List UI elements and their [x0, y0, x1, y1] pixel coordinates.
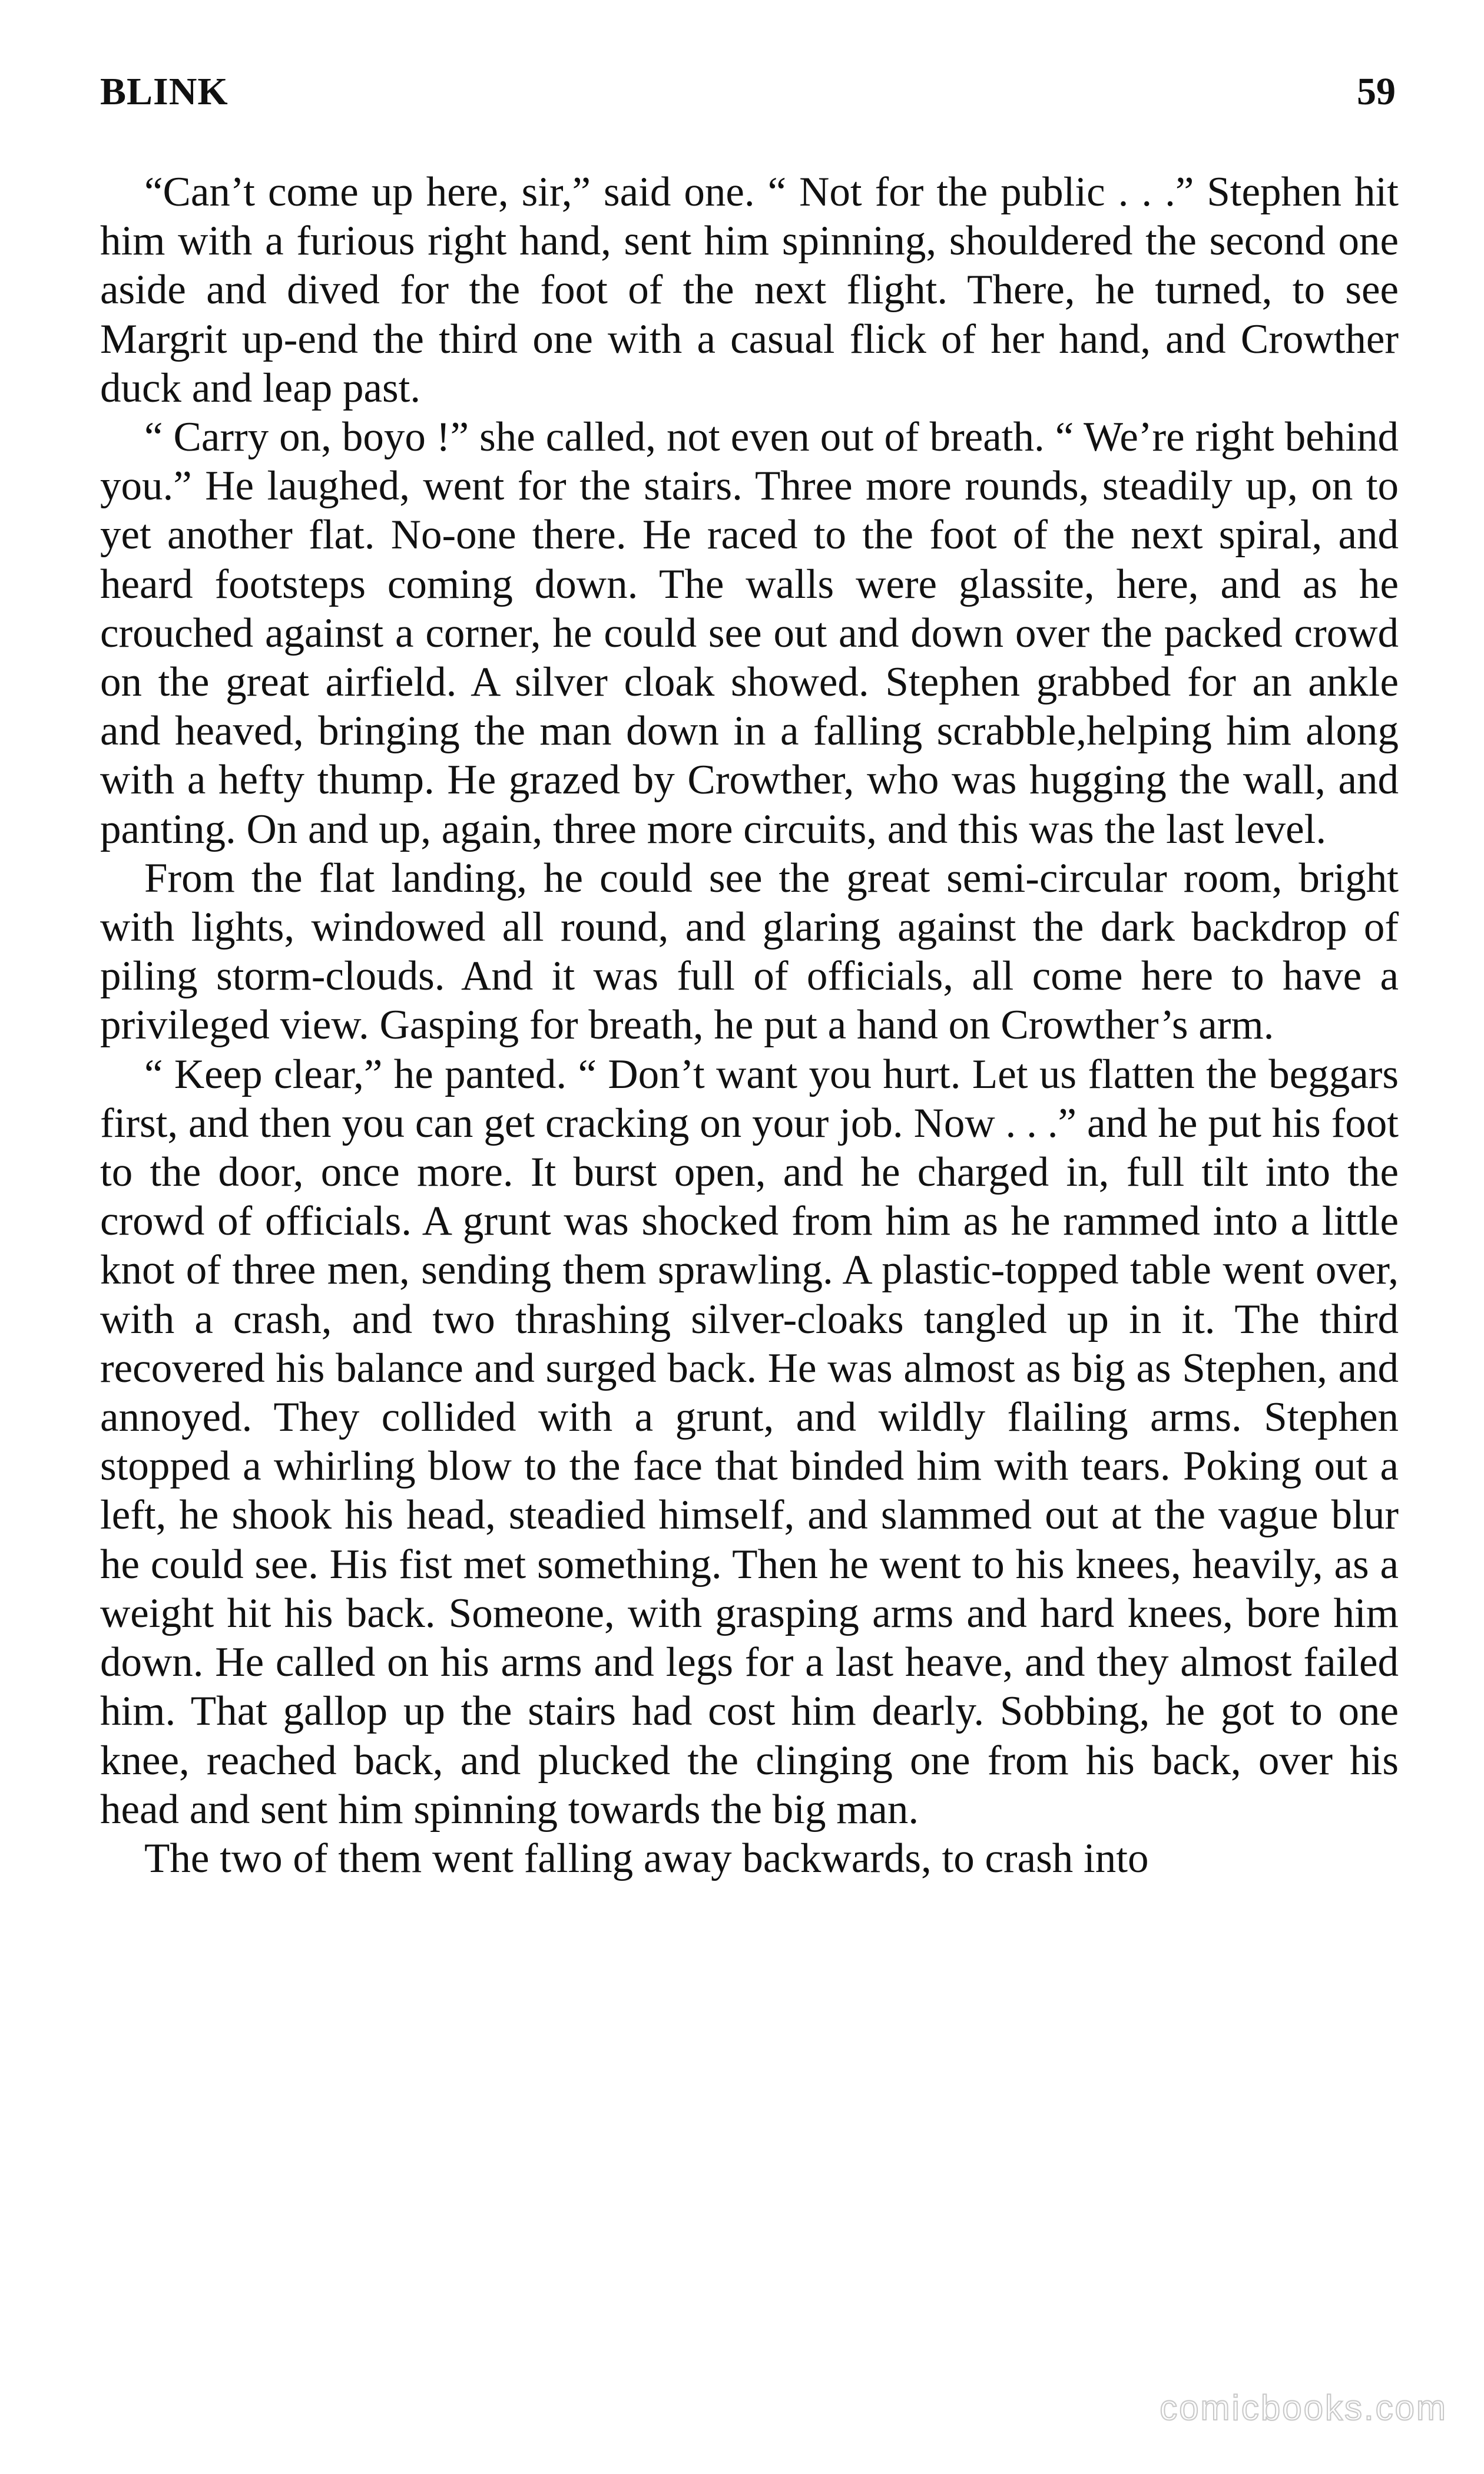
paragraph: “ Carry on, boyo !” she called, not even out of breath. “ We’re right behind you.” He laughed, went for the stairs. Three more rounds, steadily up, on to yet another flat. No-one there. He raced to the foot of the next spiral, and heard footsteps coming down. The walls were glassite, here, and as he crouched against a corner, he could see out and down over the packed crowd on the great airfield. A silver cloak showed. Stephen grabbed for an ankle and heaved, bringing the man down in a falling scrabble,helping him along with a hefty thump. He grazed by Crowther, who was hugging the wall, and panting. On and up, again, three more circuits, and this was the last level. [100, 414, 1399, 852]
paragraph: “ Keep clear,” he panted. “ Don’t want you hurt. Let us flatten the beggars first, and then you can get cracking on your job. Now . . .” and he put his foot to the door, once more. It burst open, and he charged in, full tilt into the crowd of officials. A grunt was shocked from him as he rammed into a little knot of three men, sending them sprawling. A plastic-topped table went over, with a crash, and two thrashing silver-cloaks tangled up in it. The third recovered his balance and surged back. He was almost as big as Stephen, and annoyed. They collided with a grunt, and wildly flailing arms. Stephen stopped a whirling blow to the face that binded him with tears. Poking out a left, he shook his head, steadied himself, and slammed out at the vague blur he could see. His fist met something. Then he went to his knees, heavily, as a weight hit his back. Someone, with grasping arms and hard knees, bore him down. He called on his arms and legs for a last heave, and they almost failed him. That gallop up the stairs had cost him dearly. Sobbing, he got to one knee, reached back, and plucked the clinging one from his back, over his head and sent him spinning towards the big man. [100, 1051, 1399, 1833]
paragraph: “Can’t come up here, sir,” said one. “ Not for the public . . .” Stephen hit him with a furious right hand, sent him spinning, shouldered the second one aside and dived for the foot of the next flight. There, he turned, to see Margrit up-end the third one with a casual flick of her hand, and Crowther duck and leap past. [100, 169, 1399, 411]
running-title: BLINK [100, 70, 228, 113]
watermark: comicbooks.com [1160, 2388, 1447, 2427]
page-number: 59 [1357, 70, 1396, 113]
running-header [100, 70, 1396, 123]
paragraph: From the flat landing, he could see the great semi-circular room, bright with lights, windowed all round, and glaring against the dark backdrop of piling storm-clouds. And it was full of officials, all come here to have a privileged view. Gasping for breath, he put a hand on Crowther’s arm. [100, 855, 1399, 1049]
body-text [100, 168, 1399, 1883]
paragraph: The two of them went falling away backwards, to crash into [144, 1835, 1149, 1881]
